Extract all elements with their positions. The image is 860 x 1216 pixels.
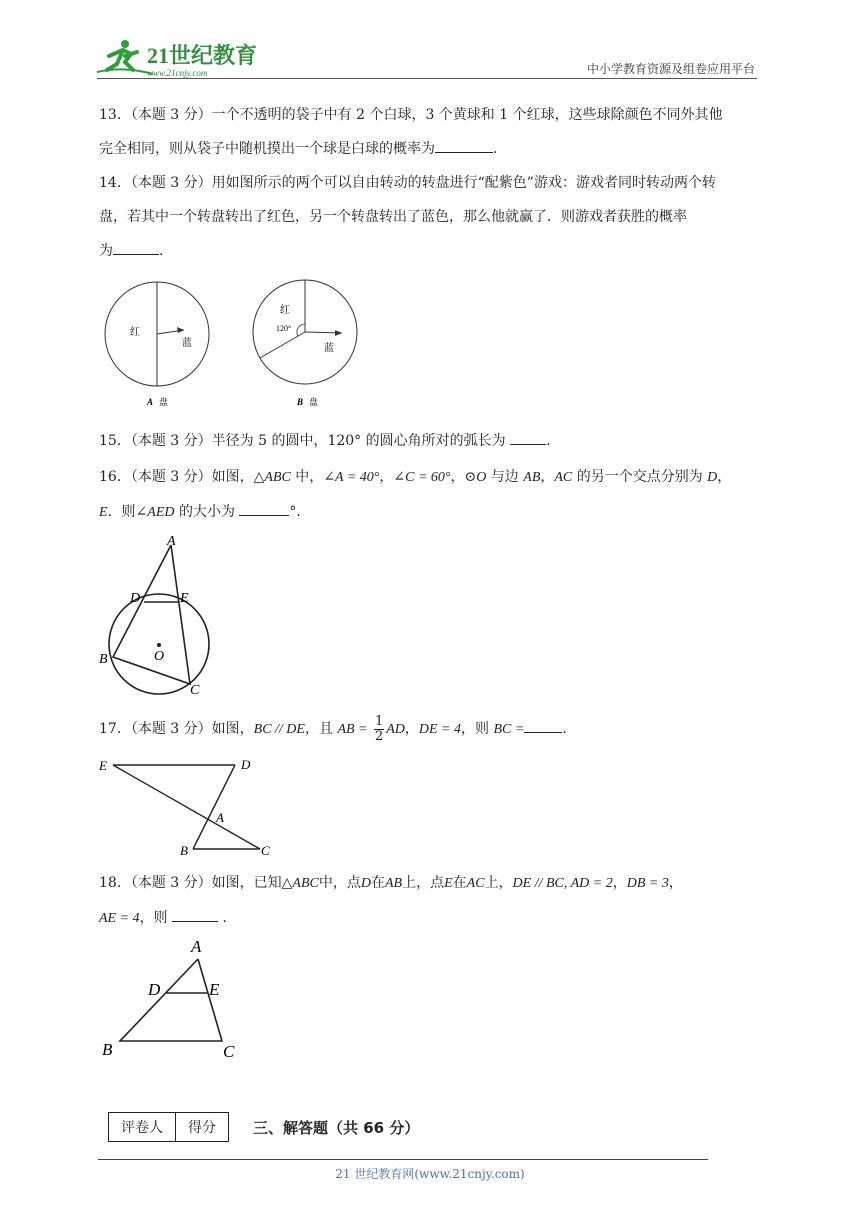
svg-text:盘: 盘	[159, 397, 169, 407]
footer-divider	[98, 1159, 708, 1160]
svg-text:A: A	[216, 810, 224, 825]
footer-link[interactable]: 21 世纪教育网(www.21cnjy.com)	[335, 1167, 525, 1181]
answer-blank	[172, 905, 218, 922]
triangle-de-figure	[100, 935, 250, 1069]
question-16: 16．（本题 3 分）如图，△ABC 中，∠A = 40°，∠C = 60°，⊙O 与边 AB，AC 的另一个交点分别为 D， E．则∠AED 的大小为 °．	[99, 469, 732, 520]
svg-text:B: B	[180, 843, 188, 858]
svg-text:E: E	[180, 591, 189, 606]
answer-blank	[113, 238, 159, 255]
parallel-lines-figure	[95, 752, 285, 866]
fraction: $\frac{1}{2}$	[374, 713, 384, 744]
logo-url: www.21cnjy.com	[147, 68, 208, 78]
svg-text:B: B	[297, 397, 304, 407]
svg-text:D: D	[130, 591, 141, 606]
circle-triangle-figure	[95, 532, 225, 704]
svg-text:C: C	[223, 1042, 235, 1061]
svg-text:B: B	[102, 1040, 113, 1059]
svg-text:120°: 120°	[276, 324, 292, 333]
header-platform-text: 中小学教育资源及组卷应用平台	[586, 62, 755, 76]
svg-text:A: A	[191, 937, 202, 956]
question-14: 14．（本题 3 分）用如图所示的两个可以自由转动的转盘进行“配紫色”游戏：游戏者同时转动两个转 盘，若其中一个转盘转出了红色，另一个转盘转出了蓝色，那么他就赢了．则游戏者获胜的概率 为 .	[99, 175, 716, 259]
svg-text:B: B	[99, 652, 108, 667]
svg-text:E: E	[209, 980, 220, 999]
answer-blank	[510, 428, 546, 445]
question-15: 15．（本题 3 分）半径为 5 的圆中，120° 的圆心角所对的弧长为 .	[99, 424, 761, 458]
score-cell: 得分	[176, 1113, 229, 1142]
question-13: 13．（本题 3 分）一个不透明的袋子中有 2 个白球，3 个黄球和 1 个红球，这些球除颜色不同外其他 完全相同，则从袋子中随机摸出一个球是白球的概率为 .	[99, 107, 723, 157]
header-divider	[97, 78, 757, 79]
reviewer-cell: 评卷人	[109, 1113, 176, 1142]
question-17: 17．（本题 3 分）如图，BC // DE，且 AB = $\frac{1}{2}$ AD，DE = 4，则 BC = .	[99, 713, 567, 744]
spinner-figure	[100, 278, 370, 417]
logo-text: 21世纪教育	[147, 43, 258, 68]
svg-text:蓝: 蓝	[182, 338, 192, 349]
svg-text:C: C	[190, 683, 200, 698]
svg-text:A: A	[167, 534, 176, 549]
spinner-b	[253, 280, 357, 407]
svg-text:盘: 盘	[309, 397, 319, 407]
svg-text:A: A	[147, 397, 154, 407]
svg-text:O: O	[154, 649, 165, 664]
svg-text:D: D	[241, 757, 251, 772]
svg-text:D: D	[148, 980, 161, 999]
question-18: 18．（本题 3 分）如图，已知△ABC中，点D在AB上，点E在AC上，DE // BC, AD = 2，DB = 3， AE = 4，则 ．	[99, 875, 683, 926]
answer-blank	[239, 499, 289, 516]
spinner-a	[105, 282, 209, 407]
answer-blank	[435, 136, 493, 153]
svg-text:E: E	[99, 758, 107, 773]
score-table	[108, 1112, 229, 1142]
svg-text:红: 红	[280, 305, 290, 316]
answer-blank	[524, 716, 562, 733]
score-spacer	[229, 1113, 230, 1142]
svg-text:红: 红	[130, 327, 140, 338]
svg-text:C: C	[261, 843, 270, 858]
site-logo	[95, 36, 260, 80]
svg-text:蓝: 蓝	[324, 343, 334, 354]
runner-icon	[97, 40, 153, 74]
section-title: 三、解答题（共 66 分）	[253, 1119, 420, 1137]
